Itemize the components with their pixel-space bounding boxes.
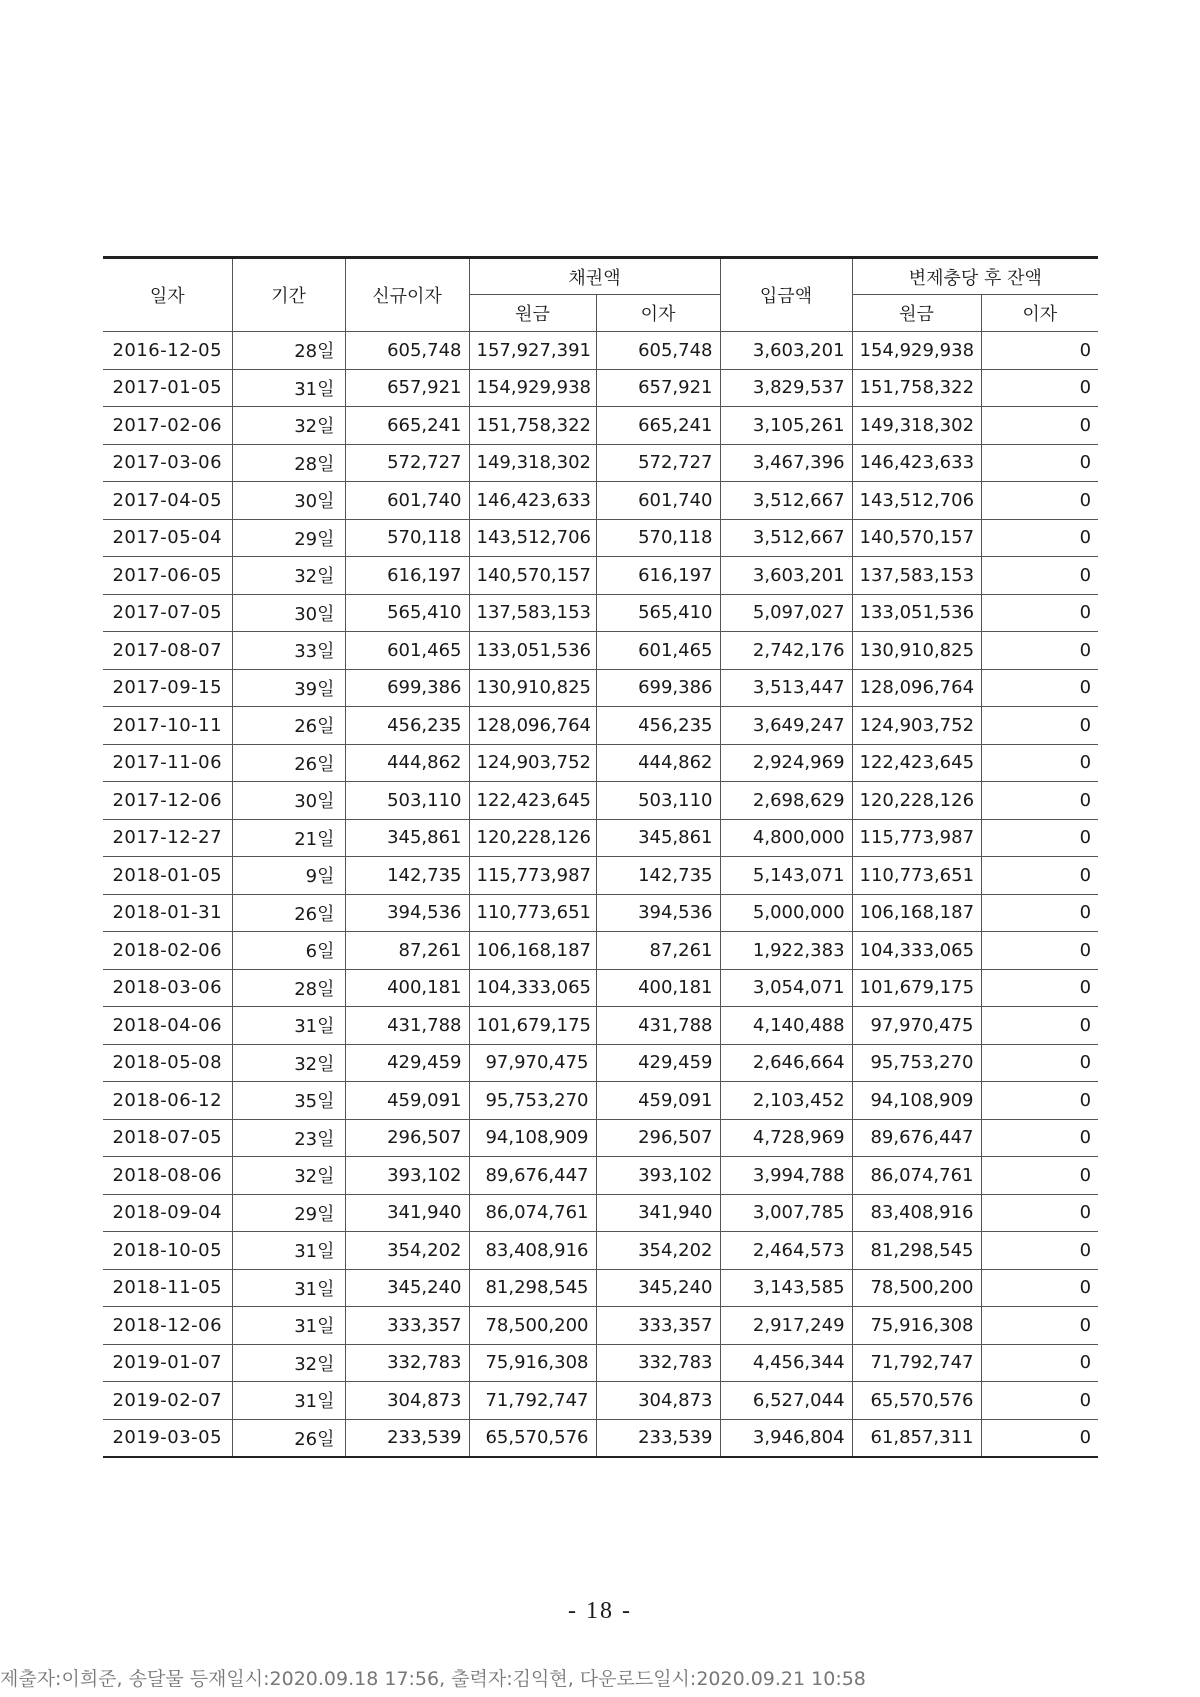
days-cell: 32일 — [232, 1044, 345, 1082]
new-interest-cell: 665,241 — [345, 407, 469, 445]
claim-principal-cell: 130,910,825 — [469, 669, 596, 707]
date-cell: 2018-07-05 — [103, 1119, 232, 1157]
date-cell: 2018-05-08 — [103, 1044, 232, 1082]
balance-principal-cell: 104,333,065 — [852, 932, 981, 970]
balance-interest-cell: 0 — [981, 744, 1098, 782]
balance-interest-cell: 0 — [981, 969, 1098, 1007]
date-cell: 2017-08-07 — [103, 632, 232, 670]
balance-interest-cell: 0 — [981, 1344, 1098, 1382]
claim-interest-cell: 565,410 — [596, 594, 720, 632]
balance-principal-cell: 143,512,706 — [852, 482, 981, 520]
balance-principal-cell: 140,570,157 — [852, 519, 981, 557]
claim-interest-cell: 233,539 — [596, 1419, 720, 1457]
date-cell: 2018-03-06 — [103, 969, 232, 1007]
table-row — [103, 1269, 1098, 1307]
days-cell: 31일 — [232, 369, 345, 407]
days-cell: 30일 — [232, 482, 345, 520]
days-cell: 23일 — [232, 1119, 345, 1157]
date-cell: 2018-09-04 — [103, 1194, 232, 1232]
claim-interest-cell: 304,873 — [596, 1382, 720, 1420]
balance-interest-cell: 0 — [981, 1007, 1098, 1045]
claim-interest-cell: 444,862 — [596, 744, 720, 782]
days-cell: 32일 — [232, 1157, 345, 1195]
deposit-cell: 5,000,000 — [720, 894, 852, 932]
balance-interest-cell: 0 — [981, 407, 1098, 445]
deposit-cell: 3,105,261 — [720, 407, 852, 445]
table-row — [103, 1119, 1098, 1157]
deposit-cell: 3,512,667 — [720, 519, 852, 557]
days-cell: 32일 — [232, 1344, 345, 1382]
balance-interest-cell: 0 — [981, 894, 1098, 932]
deposit-cell: 2,646,664 — [720, 1044, 852, 1082]
balance-principal-cell: 151,758,322 — [852, 369, 981, 407]
claim-principal-cell: 65,570,576 — [469, 1419, 596, 1457]
days-cell: 29일 — [232, 519, 345, 557]
claim-principal-cell: 95,753,270 — [469, 1082, 596, 1120]
table-row — [103, 594, 1098, 632]
balance-principal-cell: 133,051,536 — [852, 594, 981, 632]
header-claim-principal: 원금 — [469, 295, 596, 332]
date-cell: 2017-12-06 — [103, 782, 232, 820]
deposit-cell: 4,728,969 — [720, 1119, 852, 1157]
balance-principal-cell: 122,423,645 — [852, 744, 981, 782]
balance-interest-cell: 0 — [981, 932, 1098, 970]
table-row — [103, 932, 1098, 970]
date-cell: 2016-12-05 — [103, 332, 232, 370]
date-cell: 2018-01-05 — [103, 857, 232, 895]
new-interest-cell: 572,727 — [345, 444, 469, 482]
balance-principal-cell: 78,500,200 — [852, 1269, 981, 1307]
claim-interest-cell: 142,735 — [596, 857, 720, 895]
date-cell: 2017-09-15 — [103, 669, 232, 707]
balance-principal-cell: 86,074,761 — [852, 1157, 981, 1195]
header-new-interest: 신규이자 — [345, 258, 469, 332]
table-row — [103, 1157, 1098, 1195]
claim-principal-cell: 101,679,175 — [469, 1007, 596, 1045]
date-cell: 2018-11-05 — [103, 1269, 232, 1307]
table-row — [103, 407, 1098, 445]
table-row — [103, 782, 1098, 820]
claim-interest-cell: 332,783 — [596, 1344, 720, 1382]
claim-principal-cell: 124,903,752 — [469, 744, 596, 782]
balance-principal-cell: 95,753,270 — [852, 1044, 981, 1082]
balance-principal-cell: 146,423,633 — [852, 444, 981, 482]
table-row — [103, 369, 1098, 407]
days-cell: 6일 — [232, 932, 345, 970]
balance-interest-cell: 0 — [981, 1044, 1098, 1082]
balance-interest-cell: 0 — [981, 1194, 1098, 1232]
date-cell: 2017-01-05 — [103, 369, 232, 407]
claim-interest-cell: 400,181 — [596, 969, 720, 1007]
days-cell: 9일 — [232, 857, 345, 895]
days-cell: 28일 — [232, 332, 345, 370]
new-interest-cell: 616,197 — [345, 557, 469, 595]
days-cell: 26일 — [232, 894, 345, 932]
date-cell: 2018-01-31 — [103, 894, 232, 932]
page-number: - 18 - — [568, 1598, 632, 1624]
days-cell: 28일 — [232, 444, 345, 482]
new-interest-cell: 601,465 — [345, 632, 469, 670]
claim-principal-cell: 137,583,153 — [469, 594, 596, 632]
balance-principal-cell: 106,168,187 — [852, 894, 981, 932]
balance-principal-cell: 110,773,651 — [852, 857, 981, 895]
date-cell: 2019-01-07 — [103, 1344, 232, 1382]
balance-principal-cell: 154,929,938 — [852, 332, 981, 370]
header-balance-principal: 원금 — [852, 295, 981, 332]
days-cell: 28일 — [232, 969, 345, 1007]
days-cell: 32일 — [232, 407, 345, 445]
claim-interest-cell: 345,861 — [596, 819, 720, 857]
table-row — [103, 669, 1098, 707]
balance-interest-cell: 0 — [981, 1082, 1098, 1120]
balance-interest-cell: 0 — [981, 707, 1098, 745]
new-interest-cell: 341,940 — [345, 1194, 469, 1232]
balance-interest-cell: 0 — [981, 857, 1098, 895]
claim-principal-cell: 104,333,065 — [469, 969, 596, 1007]
claim-interest-cell: 601,740 — [596, 482, 720, 520]
table-row — [103, 1194, 1098, 1232]
balance-interest-cell: 0 — [981, 594, 1098, 632]
balance-interest-cell: 0 — [981, 1157, 1098, 1195]
deposit-cell: 3,649,247 — [720, 707, 852, 745]
new-interest-cell: 400,181 — [345, 969, 469, 1007]
balance-interest-cell: 0 — [981, 369, 1098, 407]
claim-principal-cell: 133,051,536 — [469, 632, 596, 670]
table-row — [103, 444, 1098, 482]
claim-interest-cell: 657,921 — [596, 369, 720, 407]
new-interest-cell: 393,102 — [345, 1157, 469, 1195]
table-row — [103, 707, 1098, 745]
balance-principal-cell: 75,916,308 — [852, 1307, 981, 1345]
new-interest-cell: 601,740 — [345, 482, 469, 520]
claim-principal-cell: 110,773,651 — [469, 894, 596, 932]
claim-interest-cell: 341,940 — [596, 1194, 720, 1232]
claim-principal-cell: 71,792,747 — [469, 1382, 596, 1420]
deposit-cell: 3,603,201 — [720, 557, 852, 595]
deposit-cell: 4,456,344 — [720, 1344, 852, 1382]
claim-principal-cell: 128,096,764 — [469, 707, 596, 745]
date-cell: 2017-07-05 — [103, 594, 232, 632]
balance-principal-cell: 130,910,825 — [852, 632, 981, 670]
date-cell: 2018-12-06 — [103, 1307, 232, 1345]
new-interest-cell: 570,118 — [345, 519, 469, 557]
days-cell: 31일 — [232, 1269, 345, 1307]
claim-interest-cell: 345,240 — [596, 1269, 720, 1307]
claim-principal-cell: 106,168,187 — [469, 932, 596, 970]
claim-principal-cell: 81,298,545 — [469, 1269, 596, 1307]
deposit-cell: 2,924,969 — [720, 744, 852, 782]
days-cell: 26일 — [232, 707, 345, 745]
new-interest-cell: 444,862 — [345, 744, 469, 782]
claim-principal-cell: 120,228,126 — [469, 819, 596, 857]
deposit-cell: 2,917,249 — [720, 1307, 852, 1345]
date-cell: 2017-12-27 — [103, 819, 232, 857]
balance-interest-cell: 0 — [981, 1232, 1098, 1270]
claim-principal-cell: 75,916,308 — [469, 1344, 596, 1382]
balance-principal-cell: 115,773,987 — [852, 819, 981, 857]
new-interest-cell: 429,459 — [345, 1044, 469, 1082]
table-row — [103, 1044, 1098, 1082]
balance-interest-cell: 0 — [981, 519, 1098, 557]
new-interest-cell: 233,539 — [345, 1419, 469, 1457]
claim-principal-cell: 140,570,157 — [469, 557, 596, 595]
table-header — [103, 258, 1098, 332]
balance-interest-cell: 0 — [981, 1419, 1098, 1457]
table-row — [103, 1082, 1098, 1120]
days-cell: 31일 — [232, 1382, 345, 1420]
claim-principal-cell: 149,318,302 — [469, 444, 596, 482]
date-cell: 2018-02-06 — [103, 932, 232, 970]
balance-principal-cell: 89,676,447 — [852, 1119, 981, 1157]
new-interest-cell: 605,748 — [345, 332, 469, 370]
claim-interest-cell: 503,110 — [596, 782, 720, 820]
claim-interest-cell: 572,727 — [596, 444, 720, 482]
new-interest-cell: 431,788 — [345, 1007, 469, 1045]
balance-interest-cell: 0 — [981, 782, 1098, 820]
days-cell: 29일 — [232, 1194, 345, 1232]
balance-principal-cell: 65,570,576 — [852, 1382, 981, 1420]
deposit-cell: 4,140,488 — [720, 1007, 852, 1045]
balance-principal-cell: 71,792,747 — [852, 1344, 981, 1382]
header-deposit: 입금액 — [720, 258, 852, 332]
deposit-cell: 3,512,667 — [720, 482, 852, 520]
date-cell: 2017-11-06 — [103, 744, 232, 782]
claim-principal-cell: 83,408,916 — [469, 1232, 596, 1270]
new-interest-cell: 657,921 — [345, 369, 469, 407]
days-cell: 21일 — [232, 819, 345, 857]
balance-principal-cell: 97,970,475 — [852, 1007, 981, 1045]
balance-principal-cell: 128,096,764 — [852, 669, 981, 707]
new-interest-cell: 296,507 — [345, 1119, 469, 1157]
balance-interest-cell: 0 — [981, 669, 1098, 707]
new-interest-cell: 354,202 — [345, 1232, 469, 1270]
header-claim-interest: 이자 — [596, 295, 720, 332]
table-row — [103, 1382, 1098, 1420]
table-row — [103, 969, 1098, 1007]
days-cell: 26일 — [232, 744, 345, 782]
days-cell: 31일 — [232, 1232, 345, 1270]
balance-principal-cell: 61,857,311 — [852, 1419, 981, 1457]
deposit-cell: 3,513,447 — [720, 669, 852, 707]
claim-principal-cell: 151,758,322 — [469, 407, 596, 445]
days-cell: 30일 — [232, 594, 345, 632]
date-cell: 2017-02-06 — [103, 407, 232, 445]
claim-interest-cell: 456,235 — [596, 707, 720, 745]
deposit-cell: 3,946,804 — [720, 1419, 852, 1457]
new-interest-cell: 332,783 — [345, 1344, 469, 1382]
new-interest-cell: 459,091 — [345, 1082, 469, 1120]
claim-principal-cell: 94,108,909 — [469, 1119, 596, 1157]
claim-interest-cell: 296,507 — [596, 1119, 720, 1157]
submission-footer: 제출자:이희준, 송달물 등재일시:2020.09.18 17:56, 출력자:김익현, 다운로드일시:2020.09.21 10:58 — [0, 1668, 866, 1690]
deposit-cell: 3,603,201 — [720, 332, 852, 370]
balance-principal-cell: 120,228,126 — [852, 782, 981, 820]
deposit-cell: 3,829,537 — [720, 369, 852, 407]
date-cell: 2017-10-11 — [103, 707, 232, 745]
claim-principal-cell: 157,927,391 — [469, 332, 596, 370]
header-balance: 변제충당 후 잔액 — [852, 258, 1098, 295]
claim-interest-cell: 459,091 — [596, 1082, 720, 1120]
header-claim: 채권액 — [469, 258, 720, 295]
deposit-cell: 3,994,788 — [720, 1157, 852, 1195]
new-interest-cell: 345,240 — [345, 1269, 469, 1307]
claim-principal-cell: 78,500,200 — [469, 1307, 596, 1345]
deposit-cell: 2,464,573 — [720, 1232, 852, 1270]
balance-interest-cell: 0 — [981, 332, 1098, 370]
balance-principal-cell: 94,108,909 — [852, 1082, 981, 1120]
table-row — [103, 519, 1098, 557]
deposit-cell: 3,007,785 — [720, 1194, 852, 1232]
balance-principal-cell: 124,903,752 — [852, 707, 981, 745]
deposit-cell: 3,467,396 — [720, 444, 852, 482]
new-interest-cell: 456,235 — [345, 707, 469, 745]
date-cell: 2018-04-06 — [103, 1007, 232, 1045]
claim-interest-cell: 87,261 — [596, 932, 720, 970]
balance-principal-cell: 137,583,153 — [852, 557, 981, 595]
deposit-cell: 2,698,629 — [720, 782, 852, 820]
table-row — [103, 894, 1098, 932]
claim-principal-cell: 97,970,475 — [469, 1044, 596, 1082]
new-interest-cell: 333,357 — [345, 1307, 469, 1345]
claim-interest-cell: 601,465 — [596, 632, 720, 670]
claim-principal-cell: 122,423,645 — [469, 782, 596, 820]
balance-principal-cell: 81,298,545 — [852, 1232, 981, 1270]
date-cell: 2018-06-12 — [103, 1082, 232, 1120]
table-row — [103, 1307, 1098, 1345]
header-balance-interest: 이자 — [981, 295, 1098, 332]
header-days: 기간 — [232, 258, 345, 332]
days-cell: 39일 — [232, 669, 345, 707]
deposit-cell: 5,097,027 — [720, 594, 852, 632]
balance-interest-cell: 0 — [981, 444, 1098, 482]
table-row — [103, 1344, 1098, 1382]
days-cell: 31일 — [232, 1307, 345, 1345]
table-row — [103, 857, 1098, 895]
date-cell: 2017-06-05 — [103, 557, 232, 595]
table-row — [103, 1419, 1098, 1457]
deposit-cell: 2,742,176 — [720, 632, 852, 670]
balance-interest-cell: 0 — [981, 1269, 1098, 1307]
deposit-cell: 2,103,452 — [720, 1082, 852, 1120]
claim-interest-cell: 616,197 — [596, 557, 720, 595]
date-cell: 2018-08-06 — [103, 1157, 232, 1195]
deposit-cell: 3,143,585 — [720, 1269, 852, 1307]
claim-interest-cell: 665,241 — [596, 407, 720, 445]
claim-interest-cell: 699,386 — [596, 669, 720, 707]
days-cell: 26일 — [232, 1419, 345, 1457]
table-row — [103, 744, 1098, 782]
deposit-cell: 5,143,071 — [720, 857, 852, 895]
date-cell: 2017-03-06 — [103, 444, 232, 482]
deposit-cell: 3,054,071 — [720, 969, 852, 1007]
date-cell: 2019-03-05 — [103, 1419, 232, 1457]
repayment-ledger-table — [103, 256, 1098, 1458]
new-interest-cell: 142,735 — [345, 857, 469, 895]
deposit-cell: 1,922,383 — [720, 932, 852, 970]
new-interest-cell: 87,261 — [345, 932, 469, 970]
table-row — [103, 1232, 1098, 1270]
balance-interest-cell: 0 — [981, 1307, 1098, 1345]
days-cell: 33일 — [232, 632, 345, 670]
days-cell: 31일 — [232, 1007, 345, 1045]
header-date: 일자 — [103, 258, 232, 332]
days-cell: 32일 — [232, 557, 345, 595]
claim-interest-cell: 431,788 — [596, 1007, 720, 1045]
table-row — [103, 482, 1098, 520]
date-cell: 2017-05-04 — [103, 519, 232, 557]
table-row — [103, 1007, 1098, 1045]
claim-principal-cell: 146,423,633 — [469, 482, 596, 520]
new-interest-cell: 503,110 — [345, 782, 469, 820]
balance-interest-cell: 0 — [981, 819, 1098, 857]
date-cell: 2017-04-05 — [103, 482, 232, 520]
new-interest-cell: 394,536 — [345, 894, 469, 932]
balance-interest-cell: 0 — [981, 1119, 1098, 1157]
balance-principal-cell: 149,318,302 — [852, 407, 981, 445]
balance-interest-cell: 0 — [981, 557, 1098, 595]
claim-principal-cell: 143,512,706 — [469, 519, 596, 557]
balance-interest-cell: 0 — [981, 482, 1098, 520]
claim-interest-cell: 354,202 — [596, 1232, 720, 1270]
claim-interest-cell: 393,102 — [596, 1157, 720, 1195]
table-row — [103, 557, 1098, 595]
new-interest-cell: 304,873 — [345, 1382, 469, 1420]
balance-interest-cell: 0 — [981, 632, 1098, 670]
deposit-cell: 6,527,044 — [720, 1382, 852, 1420]
days-cell: 30일 — [232, 782, 345, 820]
balance-principal-cell: 83,408,916 — [852, 1194, 981, 1232]
claim-interest-cell: 605,748 — [596, 332, 720, 370]
table-row — [103, 632, 1098, 670]
new-interest-cell: 345,861 — [345, 819, 469, 857]
balance-principal-cell: 101,679,175 — [852, 969, 981, 1007]
table-body — [103, 332, 1098, 1457]
claim-principal-cell: 115,773,987 — [469, 857, 596, 895]
claim-interest-cell: 394,536 — [596, 894, 720, 932]
new-interest-cell: 565,410 — [345, 594, 469, 632]
table-row — [103, 332, 1098, 370]
claim-interest-cell: 570,118 — [596, 519, 720, 557]
claim-principal-cell: 89,676,447 — [469, 1157, 596, 1195]
days-cell: 35일 — [232, 1082, 345, 1120]
deposit-cell: 4,800,000 — [720, 819, 852, 857]
claim-interest-cell: 333,357 — [596, 1307, 720, 1345]
table-row — [103, 819, 1098, 857]
claim-interest-cell: 429,459 — [596, 1044, 720, 1082]
date-cell: 2019-02-07 — [103, 1382, 232, 1420]
balance-interest-cell: 0 — [981, 1382, 1098, 1420]
claim-principal-cell: 86,074,761 — [469, 1194, 596, 1232]
date-cell: 2018-10-05 — [103, 1232, 232, 1270]
new-interest-cell: 699,386 — [345, 669, 469, 707]
claim-principal-cell: 154,929,938 — [469, 369, 596, 407]
